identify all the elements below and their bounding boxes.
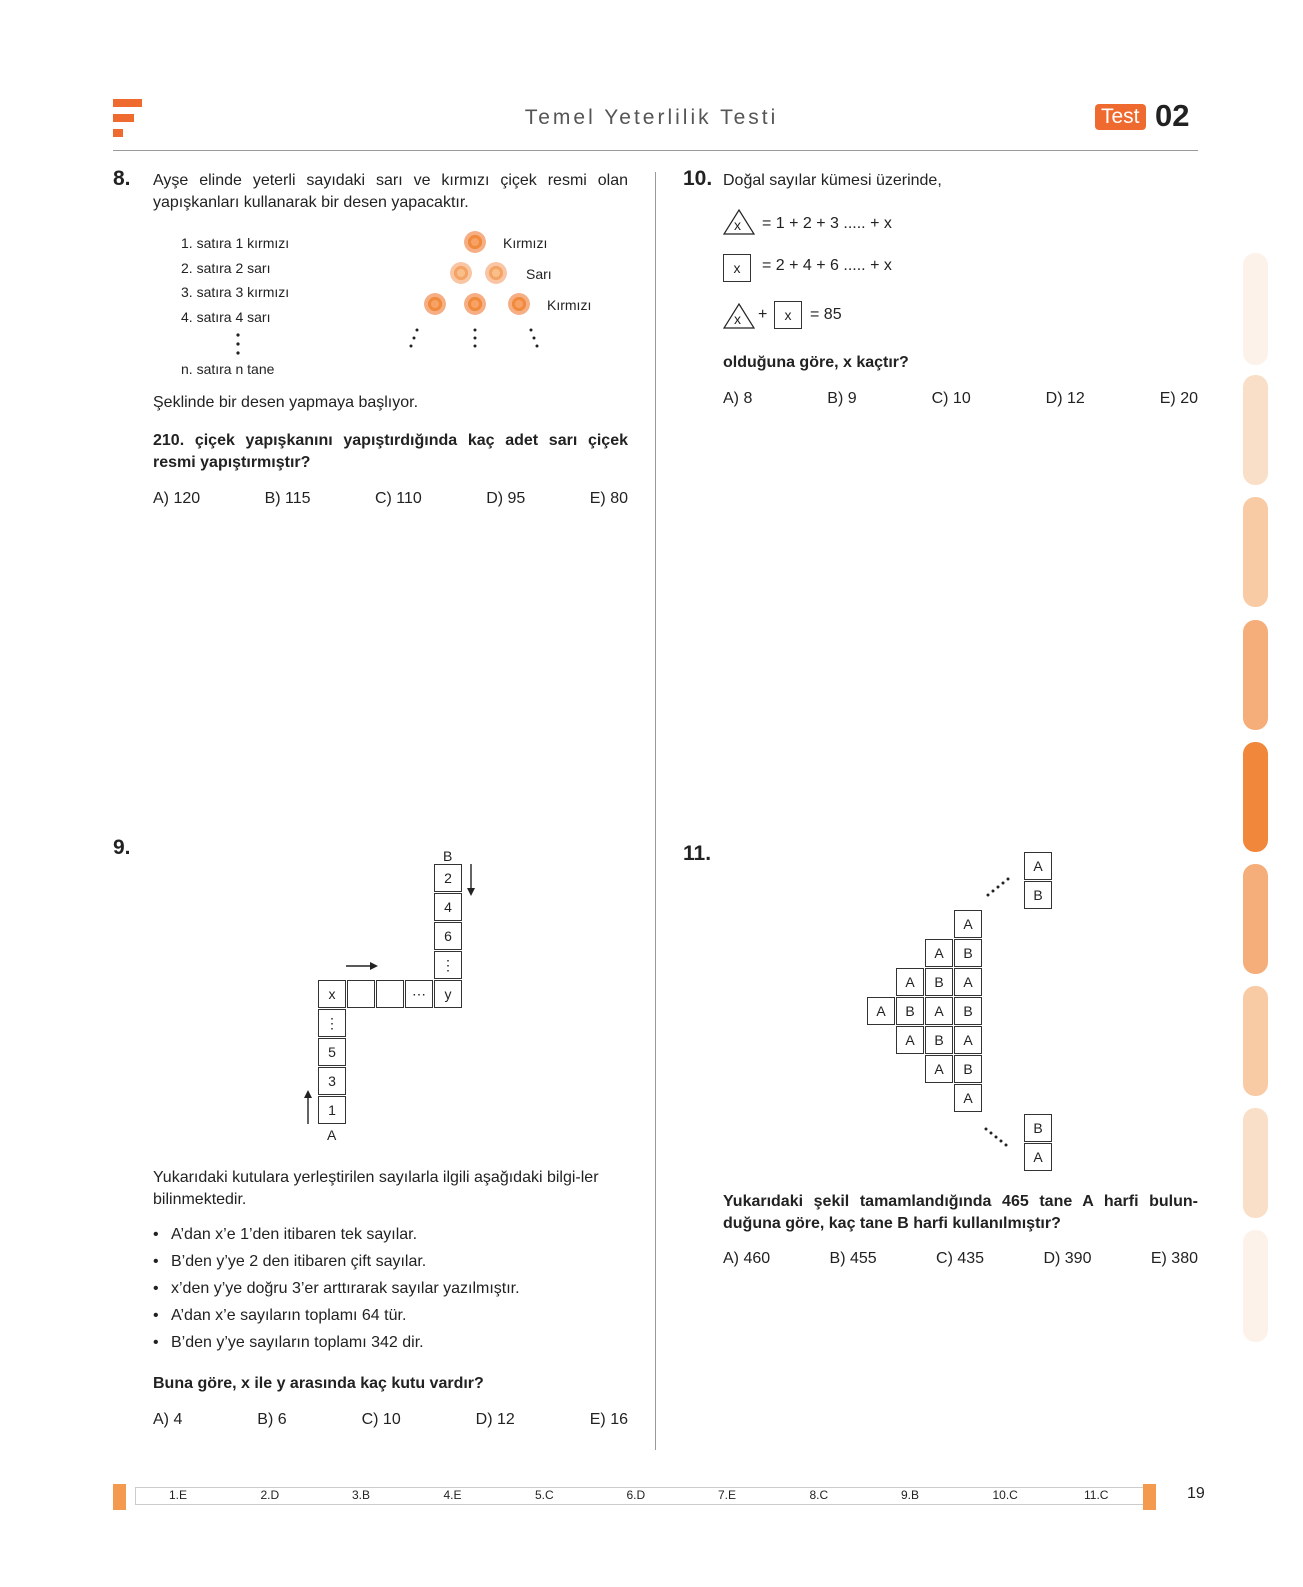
q11-number: 11.: [683, 842, 712, 865]
flower-yellow-icon: [450, 262, 472, 284]
test-number: 02: [1155, 98, 1190, 133]
q10-option-b[interactable]: B) 9: [827, 390, 857, 407]
q9-cell-row1: x: [318, 980, 346, 1008]
answer-strip-right-mark: [1143, 1484, 1156, 1510]
q8-option-d[interactable]: D) 95: [486, 490, 526, 507]
q11-pyramid-cell: A: [867, 997, 895, 1025]
q11-pyramid-cell: A: [954, 910, 982, 938]
q10-question: olduğuna göre, x kaçtır?: [723, 354, 909, 371]
q11-pyramid-cell: B: [925, 1026, 953, 1054]
page-number: 19: [1187, 1485, 1205, 1502]
q8-flower-label-1: Kırmızı: [503, 235, 548, 251]
q8-row-4: 4. satıra 4 sarı: [181, 309, 271, 325]
column-divider: [655, 172, 656, 1450]
side-tab-5-active[interactable]: [1243, 742, 1268, 852]
q10-eq3: = 85: [810, 306, 842, 323]
side-tab-8[interactable]: [1243, 1108, 1268, 1218]
q8-row-2: 2. satıra 2 sarı: [181, 260, 271, 276]
flower-red-icon: [464, 293, 486, 315]
q9-option-a[interactable]: A) 4: [153, 1411, 183, 1428]
q8-option-c[interactable]: C) 110: [374, 490, 422, 507]
q8-row-1: 1. satıra 1 kırmızı: [181, 235, 290, 251]
answer-key-item: 5.C: [535, 1488, 554, 1502]
q10-option-e[interactable]: E) 20: [1159, 390, 1198, 407]
q9-cell-b4: ⋮: [434, 951, 462, 979]
q8-row-n: n. satıra n tane: [181, 361, 275, 377]
q11-top-ellipsis: [982, 876, 1012, 900]
q9-number: 9.: [113, 836, 131, 859]
answer-key-item: 9.B: [901, 1488, 920, 1502]
flower-red-icon: [464, 231, 486, 253]
q11-pyramid-cell: A: [925, 939, 953, 967]
q11-top-cell-2: B: [1024, 881, 1052, 909]
q10-intro: Doğal sayılar kümesi üzerinde,: [723, 172, 942, 189]
answer-key-item: 2.D: [260, 1488, 280, 1502]
triangle-symbol-letter: x: [734, 217, 741, 233]
q8-row-ellipsis: [234, 332, 242, 358]
q8-intro: Ayşe elinde yeterli sayıdaki sarı ve kırmızı çiçek resmi olan yapışkanları kullanarak bir desen yapacaktır.: [153, 172, 628, 211]
q8-statement: Şeklinde bir desen yapmaya başlıyor.: [153, 394, 419, 411]
q8-question: 210. çiçek yapışkanını yapıştırdığında kaç adet sarı çiçek resmi yapıştırmıştır?: [153, 432, 628, 471]
q11-option-b[interactable]: B) 455: [829, 1250, 877, 1267]
square-symbol-icon: x: [723, 254, 751, 282]
q11-pyramid-cell: A: [896, 968, 924, 996]
q9-cell-b1: 2: [434, 864, 462, 892]
q11-pyramid-cell: B: [896, 997, 924, 1025]
square-symbol-icon: x: [774, 301, 802, 329]
q11-pyramid-cell: B: [925, 968, 953, 996]
q11-pyramid-cell: B: [954, 1055, 982, 1083]
q11-pyramid-cell: A: [925, 1055, 953, 1083]
q11-pyramid-cell: A: [896, 1026, 924, 1054]
q9-option-c[interactable]: C) 10: [361, 1411, 401, 1428]
q9-question: Buna göre, x ile y arasında kaç kutu vardır?: [153, 1375, 484, 1392]
q9-option-e[interactable]: E) 16: [589, 1411, 628, 1428]
side-tab-6[interactable]: [1243, 864, 1268, 974]
q11-pyramid-cell: B: [954, 939, 982, 967]
side-tab-7[interactable]: [1243, 986, 1268, 1096]
triangle-symbol-letter: x: [734, 311, 741, 327]
q9-option-b[interactable]: B) 6: [257, 1411, 287, 1428]
logo-bar-3: [113, 129, 123, 137]
q10-option-c[interactable]: C) 10: [931, 390, 971, 407]
q11-question: Yukarıdaki şekil tamamlandığında 465 tane A harfi bulun-duğuna göre, kaç tane B harfi kullanılmıştır?: [723, 1193, 1198, 1232]
q11-bottom-cell-2: A: [1024, 1143, 1052, 1171]
q9-cell-b2: 4: [434, 893, 462, 921]
q11-pyramid-cell: A: [954, 1084, 982, 1112]
arrow-up-icon: [303, 1090, 313, 1124]
q9-cell-a3: 5: [318, 1038, 346, 1066]
answer-key-item: 7.E: [718, 1488, 737, 1502]
q9-cell-a1: 1: [318, 1096, 346, 1124]
q11-bottom-cell-1: B: [1024, 1114, 1052, 1142]
answer-key-item: 4.E: [443, 1488, 462, 1502]
q8-flower-label-3: Kırmızı: [547, 297, 592, 313]
q11-top-cell-1: A: [1024, 852, 1052, 880]
q9-bullet-5: • B’den y’ye sayıların toplamı 342 dir.: [153, 1334, 633, 1361]
q10-options: [723, 390, 1198, 408]
q9-bullet-4: • A’dan x’e sayıların toplamı 64 tür.: [153, 1307, 633, 1334]
q11-pyramid-cell: A: [954, 1026, 982, 1054]
q11-option-e[interactable]: E) 380: [1150, 1250, 1198, 1267]
q8-row-3: 3. satıra 3 kırmızı: [181, 284, 290, 300]
answer-strip-left-mark: [113, 1484, 126, 1510]
side-tab-3[interactable]: [1243, 497, 1268, 607]
q11-pyramid-cell: A: [954, 968, 982, 996]
q8-flower-label-2: Sarı: [526, 266, 552, 282]
q11-pyramid-cell: A: [925, 997, 953, 1025]
q9-option-d[interactable]: D) 12: [475, 1411, 515, 1428]
q9-options: [153, 1411, 628, 1429]
answer-key-item: 11.C: [1084, 1488, 1109, 1502]
q11-option-d[interactable]: D) 390: [1043, 1250, 1092, 1267]
q9-cell-a4: ⋮: [318, 1009, 346, 1037]
q11-option-c[interactable]: C) 435: [936, 1250, 985, 1267]
q9-cell-row4: ⋯: [405, 980, 433, 1008]
q11-bottom-ellipsis: [982, 1126, 1012, 1150]
test-badge: Test: [1095, 104, 1146, 130]
q9-label-a: A: [327, 1127, 337, 1143]
q8-options: [153, 490, 628, 508]
q10-eq3-plus: +: [758, 306, 768, 323]
q9-cell-row3: [376, 980, 404, 1008]
q10-option-a[interactable]: A) 8: [723, 390, 753, 407]
q10-option-d[interactable]: D) 12: [1045, 390, 1085, 407]
flower-red-icon: [508, 293, 530, 315]
q8-number: 8.: [113, 167, 131, 190]
arrow-down-icon: [466, 864, 476, 896]
q9-bullet-list: [153, 1226, 633, 1361]
q9-bullet-3: • x’den y’ye doğru 3’er arttırarak sayılar yazılmıştır.: [153, 1280, 633, 1307]
q8-option-e[interactable]: E) 80: [589, 490, 628, 507]
q8-option-a[interactable]: A) 120: [153, 490, 201, 507]
q10-number: 10.: [683, 167, 713, 190]
q9-cell-row5: y: [434, 980, 462, 1008]
q9-cell-a2: 3: [318, 1067, 346, 1095]
q8-flower-ellipsis: [405, 326, 545, 354]
answer-key-item: 10.C: [992, 1488, 1018, 1502]
q10-eq2: = 2 + 4 + 6 ..... + x: [762, 257, 892, 274]
q9-cell-row2: [347, 980, 375, 1008]
answer-key-item: 8.C: [809, 1488, 829, 1502]
q9-intro: Yukarıdaki kutulara yerleştirilen sayılarla ilgili aşağıdaki bilgi-ler bilinmektedir.: [153, 1169, 599, 1208]
side-tab-2[interactable]: [1243, 375, 1268, 485]
q10-eq1: = 1 + 2 + 3 ..... + x: [762, 215, 892, 232]
q9-cell-b3: 6: [434, 922, 462, 950]
side-tab-9[interactable]: [1243, 1230, 1268, 1342]
answer-key-item: 6.D: [626, 1488, 646, 1502]
side-tab-4[interactable]: [1243, 620, 1268, 730]
arrow-right-icon: [346, 961, 378, 971]
q9-bullet-2: • B’den y’ye 2 den itibaren çift sayılar.: [153, 1253, 633, 1280]
flower-yellow-icon: [485, 262, 507, 284]
header-divider: [113, 150, 1198, 151]
q8-option-b[interactable]: B) 115: [264, 490, 311, 507]
q11-option-a[interactable]: A) 460: [723, 1250, 771, 1267]
q11-pyramid-cell: B: [954, 997, 982, 1025]
q9-label-b: B: [443, 848, 453, 864]
answer-key-item: 3.B: [352, 1488, 371, 1502]
q11-options: [723, 1250, 1198, 1268]
q9-bullet-1: • A’dan x’e 1’den itibaren tek sayılar.: [153, 1226, 633, 1253]
flower-red-icon: [424, 293, 446, 315]
header-title: Temel Yeterlilik Testi: [524, 106, 779, 129]
side-tab-1[interactable]: [1243, 253, 1268, 365]
answer-key-item: 1.E: [169, 1488, 188, 1502]
